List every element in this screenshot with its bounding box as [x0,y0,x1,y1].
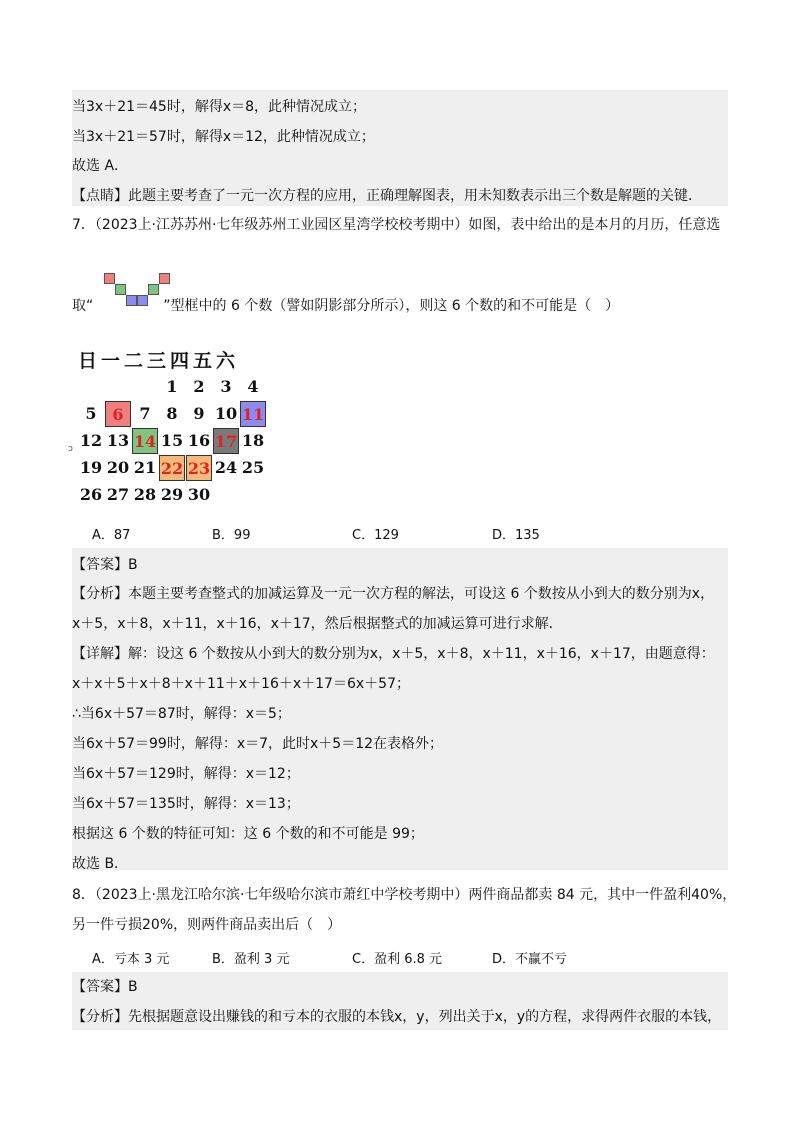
calendar-day: 19 [79,458,103,477]
calendar-day: 28 [133,485,157,504]
analysis-line: 【分析】先根据题意设出赚钱的和亏本的衣服的本钱x，y，列出关于x，y的方程，求得两件衣服的本钱， [72,1009,722,1025]
detail-line: x＋x＋5＋x＋8＋x＋11＋x＋16＋x＋17＝6x＋57； [72,676,410,692]
analysis-line: 【分析】本题主要考查整式的加减运算及一元一次方程的解法，可设这 6 个数按从小到大的数分别为x， [72,586,715,602]
answer-line: 【答案】B [72,979,138,995]
option-b: B．盈利 3 元 [212,952,290,967]
shape-cell [159,273,170,284]
calendar-day: 25 [241,458,265,477]
calendar-day: 29 [160,485,184,504]
calendar-day: 18 [241,431,265,450]
option-a: A．亏本 3 元 [92,952,170,967]
detail-line: 当6x＋57＝135时，解得：x＝13； [72,796,300,812]
solution-line: 当3x＋21＝57时，解得x＝12，此种情况成立； [72,129,375,145]
shape-cell [115,284,126,295]
stem-prefix: 取“ [72,298,94,314]
calendar-day: 16 [187,431,211,450]
option-c: C．129 [352,528,399,543]
calendar-day: 10 [214,404,238,423]
calendar-day: 3 [220,377,232,396]
calendar-day: 5 [85,404,97,423]
question-stem: 8．（2023上·黑龙江哈尔滨·七年级哈尔滨市萧红中学校考期中）两件商品都卖 84 元，其中一件盈利40%， [72,887,737,903]
calendar-day: 2 [193,377,205,396]
calendar-day: 21 [133,458,157,477]
option-d: D．135 [492,528,540,543]
detail-line: ∴当6x＋57＝87时，解得：x＝5； [72,706,291,722]
question-stem: 7．（2023上·江苏苏州·七年级苏州工业园区星湾学校校考期中）如图，表中给出的是本月的月历，任意选 [72,217,721,233]
calendar-day-highlighted: 22 [159,455,185,481]
calendar-day: 20 [106,458,130,477]
calendar-day: 4 [247,377,259,396]
detail-line: 根据这 6 个数的特征可知：这 6 个数的和不可能是 99； [72,826,424,842]
w-shape-icon [100,272,170,308]
shape-cell [148,284,159,295]
solution-line: 故选 A． [72,158,129,174]
option-b: B．99 [212,528,251,543]
option-a: A．87 [92,528,131,543]
calendar [78,346,278,506]
small-mark: ɔ [68,444,73,454]
detail-line: 【详解】解：设这 6 个数按从小到大的数分别为x，x＋5，x＋8，x＋11，x＋16，x＋17，由题意得： [72,646,715,662]
calendar-day-highlighted: 23 [186,455,212,481]
calendar-day-highlighted: 11 [240,401,266,427]
calendar-day: 9 [193,404,205,423]
calendar-day-highlighted: 6 [105,401,131,427]
comment-line: 【点睛】此题主要考查了一元一次方程的应用，正确理解图表，用未知数表示出三个数是解题的关键． [72,188,702,204]
calendar-day: 8 [166,404,178,423]
detail-line: 故选 B． [72,856,129,872]
solution-line: 当3x＋21＝45时，解得x＝8，此种情况成立； [72,99,367,115]
calendar-day: 26 [79,485,103,504]
calendar-day: 1 [166,377,178,396]
question-stem: 另一件亏损20%，则两件商品卖出后（ ） [72,917,342,933]
option-d: D．不赢不亏 [492,952,568,967]
shape-cell [126,295,137,306]
calendar-day: 27 [106,485,130,504]
calendar-header: 日一二三四五六 [78,350,240,372]
calendar-day-highlighted: 17 [213,428,239,454]
detail-line: 当6x＋57＝99时，解得：x＝7，此时x＋5＝12在表格外； [72,736,444,752]
calendar-day-highlighted: 14 [132,428,158,454]
analysis-line: x＋5，x＋8，x＋11，x＋16，x＋17，然后根据整式的加减运算可进行求解． [72,616,563,632]
detail-line: 当6x＋57＝129时，解得：x＝12； [72,766,300,782]
calendar-day: 30 [187,485,211,504]
calendar-day: 12 [79,431,103,450]
shape-cell [137,295,148,306]
option-c: C．盈利 6.8 元 [352,952,443,967]
calendar-day: 24 [214,458,238,477]
calendar-day: 15 [160,431,184,450]
calendar-day: 13 [106,431,130,450]
answer-line: 【答案】B [72,557,138,573]
calendar-day: 7 [139,404,151,423]
stem-suffix: ”型框中的 6 个数（譬如阴影部分所示），则这 6 个数的和不可能是（ ） [163,298,620,314]
shape-cell [104,273,115,284]
